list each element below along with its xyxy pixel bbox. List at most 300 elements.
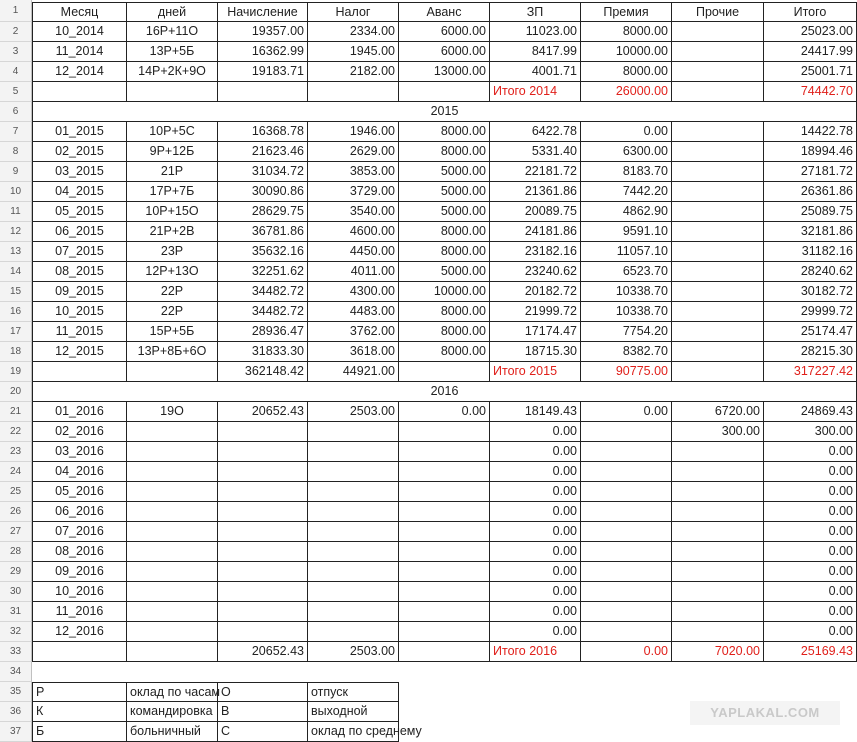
cell-empty[interactable] <box>127 362 218 382</box>
total-2015-nalog[interactable]: 44921.00 <box>308 362 399 382</box>
row-header-7[interactable]: 7 <box>0 122 32 142</box>
cell-nachislenie[interactable] <box>218 502 308 522</box>
row-header-29[interactable]: 29 <box>0 562 32 582</box>
cell-zp[interactable]: 8417.99 <box>490 42 581 62</box>
cell-nalog[interactable]: 1945.00 <box>308 42 399 62</box>
cell-zp[interactable]: 23240.62 <box>490 262 581 282</box>
row-header-35[interactable]: 35 <box>0 682 32 702</box>
cell-days[interactable]: 14Р+2К+9О <box>127 62 218 82</box>
cell-nachislenie[interactable] <box>218 442 308 462</box>
cell-avans[interactable]: 10000.00 <box>399 282 490 302</box>
cell-avans[interactable] <box>399 622 490 642</box>
cell-month[interactable]: 06_2015 <box>32 222 127 242</box>
total-2014-itogo[interactable]: 74442.70 <box>764 82 857 102</box>
cell-premia[interactable] <box>581 442 672 462</box>
cell-nalog[interactable] <box>308 422 399 442</box>
total-2014-label[interactable]: Итого 2014 <box>490 82 581 102</box>
cell-month[interactable]: 08_2016 <box>32 542 127 562</box>
cell-zp[interactable]: 17174.47 <box>490 322 581 342</box>
cell-itogo[interactable]: 25023.00 <box>764 22 857 42</box>
cell-month[interactable]: 10_2016 <box>32 582 127 602</box>
cell-empty[interactable] <box>218 82 308 102</box>
cell-nachislenie[interactable]: 32251.62 <box>218 262 308 282</box>
cell-avans[interactable]: 8000.00 <box>399 342 490 362</box>
cell-itogo[interactable]: 30182.72 <box>764 282 857 302</box>
cell-itogo[interactable]: 28240.62 <box>764 262 857 282</box>
cell-avans[interactable]: 8000.00 <box>399 222 490 242</box>
row-header-15[interactable]: 15 <box>0 282 32 302</box>
cell-avans[interactable] <box>399 562 490 582</box>
cell-prochie[interactable] <box>672 62 764 82</box>
cell-premia[interactable] <box>581 622 672 642</box>
cell-itogo[interactable]: 0.00 <box>764 502 857 522</box>
cell-premia[interactable]: 0.00 <box>581 122 672 142</box>
cell-zp[interactable]: 20089.75 <box>490 202 581 222</box>
cell-prochie[interactable]: 300.00 <box>672 422 764 442</box>
cell-avans[interactable] <box>399 522 490 542</box>
cell-nachislenie[interactable]: 36781.86 <box>218 222 308 242</box>
cell-avans[interactable] <box>399 442 490 462</box>
cell-month[interactable]: 12_2014 <box>32 62 127 82</box>
cell-premia[interactable]: 8000.00 <box>581 22 672 42</box>
cell-itogo[interactable]: 0.00 <box>764 482 857 502</box>
cell-days[interactable]: 17Р+7Б <box>127 182 218 202</box>
cell-month[interactable]: 04_2015 <box>32 182 127 202</box>
legend-description[interactable]: оклад по среднему <box>308 722 399 742</box>
cell-prochie[interactable] <box>672 302 764 322</box>
total-2016-nalog[interactable]: 2503.00 <box>308 642 399 662</box>
cell-premia[interactable] <box>581 522 672 542</box>
row-header-24[interactable]: 24 <box>0 462 32 482</box>
column-header-month[interactable]: Месяц <box>32 2 127 22</box>
cell-prochie[interactable] <box>672 322 764 342</box>
cell-premia[interactable]: 6523.70 <box>581 262 672 282</box>
cell-zp[interactable]: 21361.86 <box>490 182 581 202</box>
row-header-11[interactable]: 11 <box>0 202 32 222</box>
total-2015-nachislenie[interactable]: 362148.42 <box>218 362 308 382</box>
cell-month[interactable]: 08_2015 <box>32 262 127 282</box>
row-header-33[interactable]: 33 <box>0 642 32 662</box>
cell-prochie[interactable] <box>672 282 764 302</box>
cell-nachislenie[interactable] <box>218 542 308 562</box>
cell-zp[interactable]: 0.00 <box>490 482 581 502</box>
cell-month[interactable]: 10_2015 <box>32 302 127 322</box>
cell-nachislenie[interactable]: 34482.72 <box>218 282 308 302</box>
cell-days[interactable] <box>127 542 218 562</box>
cell-premia[interactable] <box>581 542 672 562</box>
cell-itogo[interactable]: 28215.30 <box>764 342 857 362</box>
cell-zp[interactable]: 23182.16 <box>490 242 581 262</box>
cell-days[interactable] <box>127 622 218 642</box>
cell-avans[interactable]: 5000.00 <box>399 162 490 182</box>
cell-nachislenie[interactable] <box>218 562 308 582</box>
cell-days[interactable]: 19О <box>127 402 218 422</box>
cell-premia[interactable] <box>581 562 672 582</box>
cell-zp[interactable]: 0.00 <box>490 622 581 642</box>
cell-nalog[interactable]: 2629.00 <box>308 142 399 162</box>
cell-days[interactable]: 12Р+13О <box>127 262 218 282</box>
cell-zp[interactable]: 18715.30 <box>490 342 581 362</box>
column-header-nachislenie[interactable]: Начисление <box>218 2 308 22</box>
cell-itogo[interactable]: 25089.75 <box>764 202 857 222</box>
cell-zp[interactable]: 21999.72 <box>490 302 581 322</box>
cell-nachislenie[interactable]: 20652.43 <box>218 402 308 422</box>
cell-nachislenie[interactable] <box>218 422 308 442</box>
cell-itogo[interactable]: 0.00 <box>764 522 857 542</box>
section-header-2016[interactable]: 2016 <box>32 382 857 402</box>
cell-days[interactable]: 16Р+11О <box>127 22 218 42</box>
cell-prochie[interactable] <box>672 542 764 562</box>
cell-nachislenie[interactable]: 31833.30 <box>218 342 308 362</box>
row-header-12[interactable]: 12 <box>0 222 32 242</box>
cell-nalog[interactable] <box>308 562 399 582</box>
cell-empty[interactable] <box>672 362 764 382</box>
cell-month[interactable]: 02_2015 <box>32 142 127 162</box>
column-header-prochie[interactable]: Прочие <box>672 2 764 22</box>
cell-avans[interactable]: 8000.00 <box>399 142 490 162</box>
cell-nalog[interactable] <box>308 482 399 502</box>
cell-premia[interactable] <box>581 502 672 522</box>
cell-days[interactable]: 10Р+15О <box>127 202 218 222</box>
cell-avans[interactable]: 6000.00 <box>399 42 490 62</box>
row-header-31[interactable]: 31 <box>0 602 32 622</box>
cell-itogo[interactable]: 0.00 <box>764 542 857 562</box>
cell-nalog[interactable]: 2334.00 <box>308 22 399 42</box>
cell-avans[interactable] <box>399 582 490 602</box>
cell-prochie[interactable] <box>672 622 764 642</box>
column-header-days[interactable]: дней <box>127 2 218 22</box>
cell-itogo[interactable]: 18994.46 <box>764 142 857 162</box>
cell-month[interactable]: 07_2015 <box>32 242 127 262</box>
cell-prochie[interactable] <box>672 342 764 362</box>
legend-description[interactable]: выходной <box>308 702 399 722</box>
row-header-28[interactable]: 28 <box>0 542 32 562</box>
cell-days[interactable] <box>127 422 218 442</box>
cell-prochie[interactable] <box>672 122 764 142</box>
cell-zp[interactable]: 24181.86 <box>490 222 581 242</box>
cell-itogo[interactable]: 0.00 <box>764 582 857 602</box>
cell-avans[interactable] <box>399 422 490 442</box>
cell-itogo[interactable]: 0.00 <box>764 462 857 482</box>
total-2016-label[interactable]: Итого 2016 <box>490 642 581 662</box>
cell-premia[interactable]: 10338.70 <box>581 302 672 322</box>
cell-nalog[interactable]: 1946.00 <box>308 122 399 142</box>
column-header-itogo[interactable]: Итого <box>764 2 857 22</box>
cell-nachislenie[interactable] <box>218 482 308 502</box>
row-header-6[interactable]: 6 <box>0 102 32 122</box>
cell-itogo[interactable]: 0.00 <box>764 562 857 582</box>
cell-nachislenie[interactable]: 19183.71 <box>218 62 308 82</box>
cell-prochie[interactable] <box>672 522 764 542</box>
cell-nachislenie[interactable]: 16368.78 <box>218 122 308 142</box>
cell-prochie[interactable] <box>672 442 764 462</box>
cell-avans[interactable]: 8000.00 <box>399 322 490 342</box>
cell-prochie[interactable] <box>672 22 764 42</box>
row-header-22[interactable]: 22 <box>0 422 32 442</box>
cell-avans[interactable]: 0.00 <box>399 402 490 422</box>
cell-prochie[interactable] <box>672 262 764 282</box>
cell-month[interactable]: 12_2015 <box>32 342 127 362</box>
legend-description[interactable]: больничный <box>127 722 218 742</box>
cell-month[interactable]: 05_2015 <box>32 202 127 222</box>
cell-nachislenie[interactable]: 30090.86 <box>218 182 308 202</box>
row-header-8[interactable]: 8 <box>0 142 32 162</box>
cell-nalog[interactable]: 2503.00 <box>308 402 399 422</box>
cell-avans[interactable]: 5000.00 <box>399 202 490 222</box>
cell-month[interactable]: 10_2014 <box>32 22 127 42</box>
row-header-32[interactable]: 32 <box>0 622 32 642</box>
cell-prochie[interactable] <box>672 602 764 622</box>
cell-month[interactable]: 07_2016 <box>32 522 127 542</box>
cell-days[interactable] <box>127 582 218 602</box>
cell-itogo[interactable]: 0.00 <box>764 602 857 622</box>
row-header-25[interactable]: 25 <box>0 482 32 502</box>
cell-days[interactable]: 9Р+12Б <box>127 142 218 162</box>
row-header-9[interactable]: 9 <box>0 162 32 182</box>
cell-zp[interactable]: 0.00 <box>490 562 581 582</box>
cell-itogo[interactable]: 29999.72 <box>764 302 857 322</box>
row-header-1[interactable]: 1 <box>0 0 32 22</box>
cell-avans[interactable] <box>399 502 490 522</box>
cell-days[interactable]: 13Р+8Б+6О <box>127 342 218 362</box>
row-header-23[interactable]: 23 <box>0 442 32 462</box>
cell-days[interactable]: 21Р+2В <box>127 222 218 242</box>
cell-month[interactable]: 01_2016 <box>32 402 127 422</box>
cell-nalog[interactable]: 4600.00 <box>308 222 399 242</box>
cell-zp[interactable]: 6422.78 <box>490 122 581 142</box>
cell-nachislenie[interactable]: 34482.72 <box>218 302 308 322</box>
cell-zp[interactable]: 20182.72 <box>490 282 581 302</box>
cell-month[interactable]: 06_2016 <box>32 502 127 522</box>
cell-month[interactable]: 12_2016 <box>32 622 127 642</box>
cell-prochie[interactable] <box>672 222 764 242</box>
cell-itogo[interactable]: 26361.86 <box>764 182 857 202</box>
cell-itogo[interactable]: 32181.86 <box>764 222 857 242</box>
legend-code[interactable]: Б <box>32 722 127 742</box>
cell-itogo[interactable]: 24417.99 <box>764 42 857 62</box>
row-header-16[interactable]: 16 <box>0 302 32 322</box>
cell-month[interactable]: 01_2015 <box>32 122 127 142</box>
cell-zp[interactable]: 0.00 <box>490 602 581 622</box>
cell-zp[interactable]: 0.00 <box>490 502 581 522</box>
cell-prochie[interactable] <box>672 242 764 262</box>
cell-empty[interactable] <box>32 362 127 382</box>
cell-zp[interactable]: 0.00 <box>490 542 581 562</box>
cell-empty[interactable] <box>127 642 218 662</box>
legend-code[interactable]: С <box>218 722 308 742</box>
cell-empty[interactable] <box>32 82 127 102</box>
legend-code[interactable]: Р <box>32 682 127 702</box>
cell-nalog[interactable]: 3618.00 <box>308 342 399 362</box>
cell-nalog[interactable] <box>308 622 399 642</box>
cell-nalog[interactable]: 4011.00 <box>308 262 399 282</box>
cell-days[interactable] <box>127 502 218 522</box>
cell-nalog[interactable] <box>308 442 399 462</box>
cell-days[interactable]: 21Р <box>127 162 218 182</box>
cell-premia[interactable]: 9591.10 <box>581 222 672 242</box>
cell-avans[interactable] <box>399 482 490 502</box>
cell-itogo[interactable]: 31182.16 <box>764 242 857 262</box>
cell-nalog[interactable] <box>308 462 399 482</box>
section-header-2015[interactable]: 2015 <box>32 102 857 122</box>
cell-premia[interactable]: 4862.90 <box>581 202 672 222</box>
row-header-17[interactable]: 17 <box>0 322 32 342</box>
total-2016-premia[interactable]: 0.00 <box>581 642 672 662</box>
cell-month[interactable]: 04_2016 <box>32 462 127 482</box>
cell-month[interactable]: 05_2016 <box>32 482 127 502</box>
cell-itogo[interactable]: 27181.72 <box>764 162 857 182</box>
cell-days[interactable]: 10Р+5С <box>127 122 218 142</box>
total-2016-itogo[interactable]: 25169.43 <box>764 642 857 662</box>
legend-description[interactable]: командировка <box>127 702 218 722</box>
cell-nachislenie[interactable] <box>218 582 308 602</box>
cell-nalog[interactable] <box>308 522 399 542</box>
row-header-19[interactable]: 19 <box>0 362 32 382</box>
cell-avans[interactable]: 8000.00 <box>399 122 490 142</box>
cell-itogo[interactable]: 14422.78 <box>764 122 857 142</box>
cell-nachislenie[interactable] <box>218 622 308 642</box>
cell-nalog[interactable]: 2182.00 <box>308 62 399 82</box>
cell-nalog[interactable] <box>308 602 399 622</box>
cell-avans[interactable] <box>399 542 490 562</box>
row-header-20[interactable]: 20 <box>0 382 32 402</box>
row-header-37[interactable]: 37 <box>0 722 32 742</box>
cell-premia[interactable]: 10338.70 <box>581 282 672 302</box>
cell-prochie[interactable] <box>672 182 764 202</box>
cell-month[interactable]: 02_2016 <box>32 422 127 442</box>
cell-nalog[interactable] <box>308 502 399 522</box>
legend-code[interactable]: К <box>32 702 127 722</box>
cell-empty[interactable] <box>399 642 490 662</box>
cell-premia[interactable] <box>581 582 672 602</box>
cell-prochie[interactable] <box>672 502 764 522</box>
cell-nalog[interactable]: 4483.00 <box>308 302 399 322</box>
cell-prochie[interactable] <box>672 482 764 502</box>
cell-premia[interactable]: 10000.00 <box>581 42 672 62</box>
cell-nachislenie[interactable]: 16362.99 <box>218 42 308 62</box>
cell-nachislenie[interactable]: 21623.46 <box>218 142 308 162</box>
cell-days[interactable] <box>127 462 218 482</box>
cell-prochie[interactable] <box>672 582 764 602</box>
cell-days[interactable] <box>127 522 218 542</box>
cell-avans[interactable]: 5000.00 <box>399 262 490 282</box>
column-header-zp[interactable]: ЗП <box>490 2 581 22</box>
cell-zp[interactable]: 22181.72 <box>490 162 581 182</box>
cell-zp[interactable]: 18149.43 <box>490 402 581 422</box>
cell-nachislenie[interactable] <box>218 462 308 482</box>
cell-nalog[interactable]: 3853.00 <box>308 162 399 182</box>
total-2014-premia[interactable]: 26000.00 <box>581 82 672 102</box>
cell-nachislenie[interactable]: 31034.72 <box>218 162 308 182</box>
cell-prochie[interactable] <box>672 202 764 222</box>
cell-month[interactable]: 09_2016 <box>32 562 127 582</box>
cell-empty[interactable] <box>672 82 764 102</box>
row-header-26[interactable]: 26 <box>0 502 32 522</box>
cell-premia[interactable] <box>581 462 672 482</box>
cell-premia[interactable] <box>581 422 672 442</box>
cell-avans[interactable]: 13000.00 <box>399 62 490 82</box>
cell-prochie[interactable] <box>672 462 764 482</box>
cell-premia[interactable]: 11057.10 <box>581 242 672 262</box>
cell-zp[interactable]: 0.00 <box>490 462 581 482</box>
cell-days[interactable] <box>127 562 218 582</box>
row-header-34[interactable]: 34 <box>0 662 32 682</box>
cell-premia[interactable]: 7754.20 <box>581 322 672 342</box>
row-header-2[interactable]: 2 <box>0 22 32 42</box>
cell-empty[interactable] <box>32 642 127 662</box>
cell-nachislenie[interactable] <box>218 522 308 542</box>
cell-days[interactable]: 22Р <box>127 302 218 322</box>
cell-prochie[interactable] <box>672 562 764 582</box>
cell-avans[interactable]: 5000.00 <box>399 182 490 202</box>
cell-avans[interactable]: 6000.00 <box>399 22 490 42</box>
cell-month[interactable]: 03_2015 <box>32 162 127 182</box>
total-2015-premia[interactable]: 90775.00 <box>581 362 672 382</box>
cell-days[interactable] <box>127 442 218 462</box>
cell-zp[interactable]: 0.00 <box>490 442 581 462</box>
cell-nalog[interactable]: 4300.00 <box>308 282 399 302</box>
cell-empty[interactable] <box>399 362 490 382</box>
cell-premia[interactable] <box>581 482 672 502</box>
cell-month[interactable]: 11_2016 <box>32 602 127 622</box>
cell-zp[interactable]: 11023.00 <box>490 22 581 42</box>
cell-premia[interactable]: 8000.00 <box>581 62 672 82</box>
row-header-10[interactable]: 10 <box>0 182 32 202</box>
cell-nalog[interactable] <box>308 582 399 602</box>
row-header-27[interactable]: 27 <box>0 522 32 542</box>
legend-code[interactable]: О <box>218 682 308 702</box>
cell-itogo[interactable]: 0.00 <box>764 622 857 642</box>
cell-zp[interactable]: 0.00 <box>490 522 581 542</box>
cell-zp[interactable]: 5331.40 <box>490 142 581 162</box>
cell-nalog[interactable]: 4450.00 <box>308 242 399 262</box>
cell-avans[interactable] <box>399 602 490 622</box>
row-header-18[interactable]: 18 <box>0 342 32 362</box>
cell-itogo[interactable]: 25001.71 <box>764 62 857 82</box>
cell-nachislenie[interactable] <box>218 602 308 622</box>
cell-zp[interactable]: 0.00 <box>490 582 581 602</box>
cell-month[interactable]: 11_2015 <box>32 322 127 342</box>
cell-empty[interactable] <box>127 82 218 102</box>
legend-description[interactable]: оклад по часам <box>127 682 218 702</box>
cell-itogo[interactable]: 300.00 <box>764 422 857 442</box>
total-2016-prochie[interactable]: 7020.00 <box>672 642 764 662</box>
column-header-avans[interactable]: Аванс <box>399 2 490 22</box>
cell-nalog[interactable] <box>308 542 399 562</box>
cell-nachislenie[interactable]: 28936.47 <box>218 322 308 342</box>
row-header-4[interactable]: 4 <box>0 62 32 82</box>
cell-premia[interactable]: 0.00 <box>581 402 672 422</box>
cell-itogo[interactable]: 0.00 <box>764 442 857 462</box>
legend-description[interactable]: отпуск <box>308 682 399 702</box>
cell-days[interactable]: 13Р+5Б <box>127 42 218 62</box>
total-2016-nachislenie[interactable]: 20652.43 <box>218 642 308 662</box>
cell-premia[interactable]: 8382.70 <box>581 342 672 362</box>
cell-avans[interactable]: 8000.00 <box>399 242 490 262</box>
row-header-3[interactable]: 3 <box>0 42 32 62</box>
cell-premia[interactable]: 7442.20 <box>581 182 672 202</box>
cell-days[interactable]: 22Р <box>127 282 218 302</box>
cell-empty[interactable] <box>399 82 490 102</box>
cell-zp[interactable]: 4001.71 <box>490 62 581 82</box>
column-header-premia[interactable]: Премия <box>581 2 672 22</box>
row-header-5[interactable]: 5 <box>0 82 32 102</box>
cell-month[interactable]: 09_2015 <box>32 282 127 302</box>
cell-prochie[interactable] <box>672 162 764 182</box>
cell-days[interactable]: 23Р <box>127 242 218 262</box>
cell-nalog[interactable]: 3762.00 <box>308 322 399 342</box>
cell-nachislenie[interactable]: 19357.00 <box>218 22 308 42</box>
